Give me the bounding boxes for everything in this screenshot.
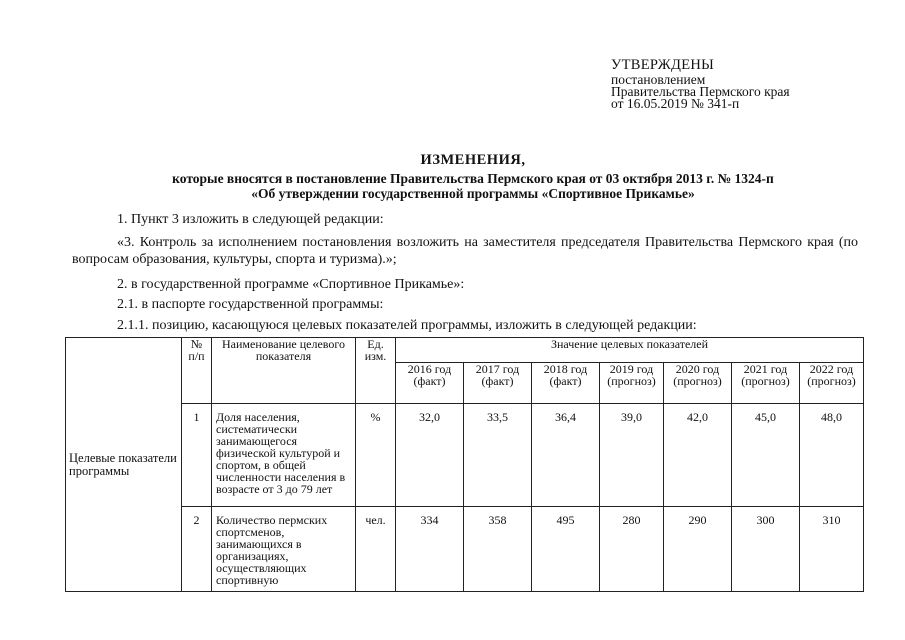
year-header: 2020 год (прогноз) [664,363,732,404]
unit-cell: % [356,404,396,507]
paragraph: 2.1. в паспорте государственной программы: [117,297,384,312]
value-cell: 300 [732,507,800,592]
paragraph: 2. в государственной программе «Спортивное Прикамье»: [117,277,465,292]
row-number: 2 [182,507,212,592]
table-row [66,507,864,592]
year-header: 2022 год (прогноз) [800,363,864,404]
approval-title: УТВЕРЖДЕНЫ [611,57,715,73]
col-header-unit: Ед. изм. [356,338,396,404]
col-header-name: Наименование целевого показателя [212,338,356,404]
year-header: 2016 год (факт) [396,363,464,404]
paragraph: 2.1.1. позицию, касающуюся целевых показателей программы, изложить в следующей редакции: [117,318,697,333]
heading-subtitle: которые вносятся в постановление Правительства Пермского края от 03 октября 2013 г. № 1324-п [172,171,774,186]
value-cell: 32,0 [396,404,464,507]
table-row [66,404,864,507]
value-cell: 45,0 [732,404,800,507]
approval-block [611,57,851,110]
values-header: Значение целевых показателей [396,338,864,363]
heading-title: ИЗМЕНЕНИЯ, [420,152,526,168]
col-header-no: № п/п [182,338,212,404]
approval-line: Правительства Пермского края [611,84,790,99]
approval-line: постановлением [611,72,706,87]
value-cell: 334 [396,507,464,592]
row-number: 1 [182,404,212,507]
indicator-name: Доля населения, систематически занимающегося физической культурой и спортом, в общей численности населения в возрасте от 3 до 79 лет [212,404,356,507]
value-cell: 48,0 [800,404,864,507]
value-cell: 358 [464,507,532,592]
table-header-row [66,338,864,363]
value-cell: 39,0 [600,404,664,507]
value-cell: 280 [600,507,664,592]
value-cell: 290 [664,507,732,592]
paragraph: «3. Контроль за исполнением постановления возложить на заместителя председателя Правительства Пермского края (по вопросам образования, культуры, спорта и туризма).»; [72,235,858,267]
year-header: 2017 год (факт) [464,363,532,404]
year-header: 2019 год (прогноз) [600,363,664,404]
indicators-table [65,337,864,592]
value-cell: 42,0 [664,404,732,507]
approval-line: от 16.05.2019 № 341-п [611,96,740,111]
value-cell: 33,5 [464,404,532,507]
year-header: 2021 год (прогноз) [732,363,800,404]
value-cell: 310 [800,507,864,592]
paragraph: 1. Пункт 3 изложить в следующей редакции: [117,212,384,227]
document-heading [80,151,866,201]
value-cell: 495 [532,507,600,592]
section-label: Целевые показатели программы [66,338,182,592]
value-cell: 36,4 [532,404,600,507]
year-header: 2018 год (факт) [532,363,600,404]
unit-cell: чел. [356,507,396,592]
indicator-name: Количество пермских спортсменов, занимающихся в организациях, осуществляющих спортивную [212,507,356,592]
heading-subtitle: «Об утверждении государственной программы «Спортивное Прикамье» [251,186,695,201]
